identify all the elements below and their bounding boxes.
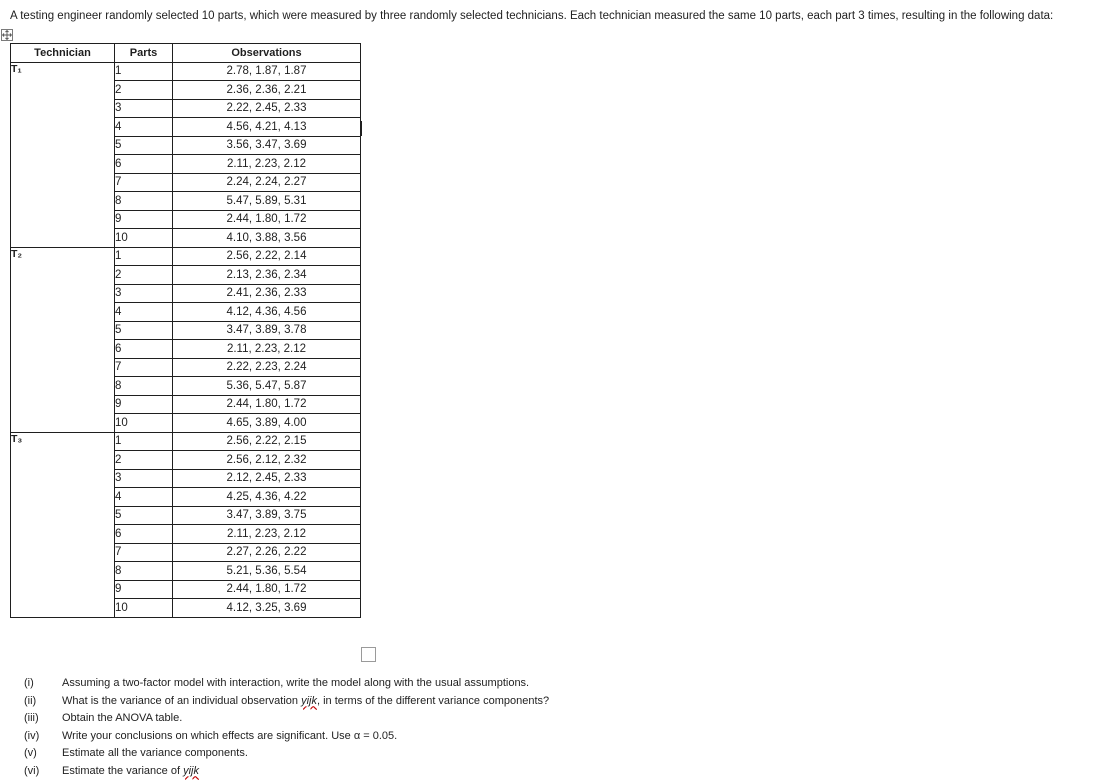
observations-cell: 5.21, 5.36, 5.54 bbox=[173, 562, 361, 581]
observations-cell: 2.56, 2.22, 2.14 bbox=[173, 247, 361, 266]
table-body bbox=[11, 62, 361, 617]
question-text bbox=[62, 695, 549, 707]
table-header-row bbox=[11, 44, 361, 63]
part-cell: 6 bbox=[115, 340, 173, 359]
part-cell: 8 bbox=[115, 562, 173, 581]
observations-cell: 2.12, 2.45, 2.33 bbox=[173, 469, 361, 488]
part-cell: 3 bbox=[115, 469, 173, 488]
part-cell: 2 bbox=[115, 81, 173, 100]
part-cell: 5 bbox=[115, 321, 173, 340]
question-text: Assuming a two-factor model with interaction, write the model along with the usual assumptions. bbox=[62, 677, 530, 689]
part-cell: 9 bbox=[115, 395, 173, 414]
observations-cell: 2.11, 2.23, 2.12 bbox=[173, 155, 361, 174]
observations-cell: 2.24, 2.24, 2.27 bbox=[173, 173, 361, 192]
question-number: (iii) bbox=[24, 712, 39, 724]
part-cell: 3 bbox=[115, 99, 173, 118]
question-text bbox=[62, 765, 199, 777]
part-cell: 9 bbox=[115, 210, 173, 229]
header-technician: Technician bbox=[11, 44, 115, 63]
observations-cell: 2.44, 1.80, 1.72 bbox=[173, 395, 361, 414]
question-number: (v) bbox=[24, 747, 37, 759]
question-text-part: , in terms of the different variance components? bbox=[316, 694, 550, 707]
move-handle-icon[interactable] bbox=[1, 29, 13, 41]
part-cell: 7 bbox=[115, 173, 173, 192]
y-ijk-symbol: yijk bbox=[301, 694, 317, 707]
observations-cell: 2.27, 2.26, 2.22 bbox=[173, 543, 361, 562]
observations-cell: 2.36, 2.36, 2.21 bbox=[173, 81, 361, 100]
table-row bbox=[11, 62, 361, 81]
technician-cell: T₃ bbox=[11, 432, 115, 617]
observations-cell: 2.44, 1.80, 1.72 bbox=[173, 210, 361, 229]
question-text-part: What is the variance of an individual observation bbox=[62, 694, 302, 707]
observations-cell: 4.12, 4.36, 4.56 bbox=[173, 303, 361, 322]
observations-cell: 5.36, 5.47, 5.87 bbox=[173, 377, 361, 396]
part-cell: 7 bbox=[115, 543, 173, 562]
observations-cell: 2.11, 2.23, 2.12 bbox=[173, 340, 361, 359]
y-ijk-symbol: yijk bbox=[183, 764, 199, 777]
part-cell: 1 bbox=[115, 432, 173, 451]
observations-cell: 4.56, 4.21, 4.13 bbox=[173, 118, 361, 137]
part-cell: 1 bbox=[115, 247, 173, 266]
part-cell: 6 bbox=[115, 155, 173, 174]
part-cell: 1 bbox=[115, 62, 173, 81]
technician-cell: T₁ bbox=[11, 62, 115, 247]
part-cell: 3 bbox=[115, 284, 173, 303]
observations-cell: 4.25, 4.36, 4.22 bbox=[173, 488, 361, 507]
part-cell: 5 bbox=[115, 506, 173, 525]
part-cell: 2 bbox=[115, 266, 173, 285]
question-number: (vi) bbox=[24, 764, 40, 777]
observations-cell: 3.56, 3.47, 3.69 bbox=[173, 136, 361, 155]
data-table bbox=[10, 43, 361, 618]
part-cell: 6 bbox=[115, 525, 173, 544]
part-cell: 4 bbox=[115, 118, 173, 137]
observations-cell: 2.41, 2.36, 2.33 bbox=[173, 284, 361, 303]
question-text-part: Estimate the variance of bbox=[62, 764, 184, 777]
header-observations: Observations bbox=[173, 44, 361, 63]
observations-cell: 4.65, 3.89, 4.00 bbox=[173, 414, 361, 433]
observations-cell: 2.22, 2.23, 2.24 bbox=[173, 358, 361, 377]
question-text: Write your conclusions on which effects are significant. Use α = 0.05. bbox=[62, 729, 398, 742]
observations-cell: 2.44, 1.80, 1.72 bbox=[173, 580, 361, 599]
question-number: (ii) bbox=[24, 694, 37, 707]
part-cell: 4 bbox=[115, 488, 173, 507]
question-text: Obtain the ANOVA table. bbox=[62, 712, 183, 724]
observations-cell: 2.78, 1.87, 1.87 bbox=[173, 62, 361, 81]
table-row bbox=[11, 247, 361, 266]
part-cell: 2 bbox=[115, 451, 173, 470]
observations-cell: 2.56, 2.12, 2.32 bbox=[173, 451, 361, 470]
part-cell: 7 bbox=[115, 358, 173, 377]
table-row bbox=[11, 432, 361, 451]
question-number: (iv) bbox=[24, 729, 40, 742]
observations-cell: 4.10, 3.88, 3.56 bbox=[173, 229, 361, 248]
question-number: (i) bbox=[24, 677, 34, 689]
part-cell: 10 bbox=[115, 414, 173, 433]
part-cell: 10 bbox=[115, 599, 173, 618]
part-cell: 4 bbox=[115, 303, 173, 322]
observations-cell: 2.13, 2.36, 2.34 bbox=[173, 266, 361, 285]
part-cell: 5 bbox=[115, 136, 173, 155]
question-text: Estimate all the variance components. bbox=[62, 747, 248, 759]
part-cell: 9 bbox=[115, 580, 173, 599]
part-cell: 8 bbox=[115, 377, 173, 396]
observations-cell: 3.47, 3.89, 3.78 bbox=[173, 321, 361, 340]
part-cell: 10 bbox=[115, 229, 173, 248]
header-parts: Parts bbox=[115, 44, 173, 63]
resize-handle-icon[interactable] bbox=[361, 647, 376, 662]
observations-cell: 2.11, 2.23, 2.12 bbox=[173, 525, 361, 544]
observations-cell: 2.22, 2.45, 2.33 bbox=[173, 99, 361, 118]
text-cursor bbox=[361, 121, 362, 136]
observations-cell: 3.47, 3.89, 3.75 bbox=[173, 506, 361, 525]
observations-cell: 4.12, 3.25, 3.69 bbox=[173, 599, 361, 618]
observations-cell: 5.47, 5.89, 5.31 bbox=[173, 192, 361, 211]
technician-cell: T₂ bbox=[11, 247, 115, 432]
observations-cell: 2.56, 2.22, 2.15 bbox=[173, 432, 361, 451]
part-cell: 8 bbox=[115, 192, 173, 211]
intro-text: A testing engineer randomly selected 10 parts, which were measured by three randomly selected technicians. Each technician measured the same 10 parts, each part 3 times, resulting in the following data: bbox=[10, 10, 1054, 22]
